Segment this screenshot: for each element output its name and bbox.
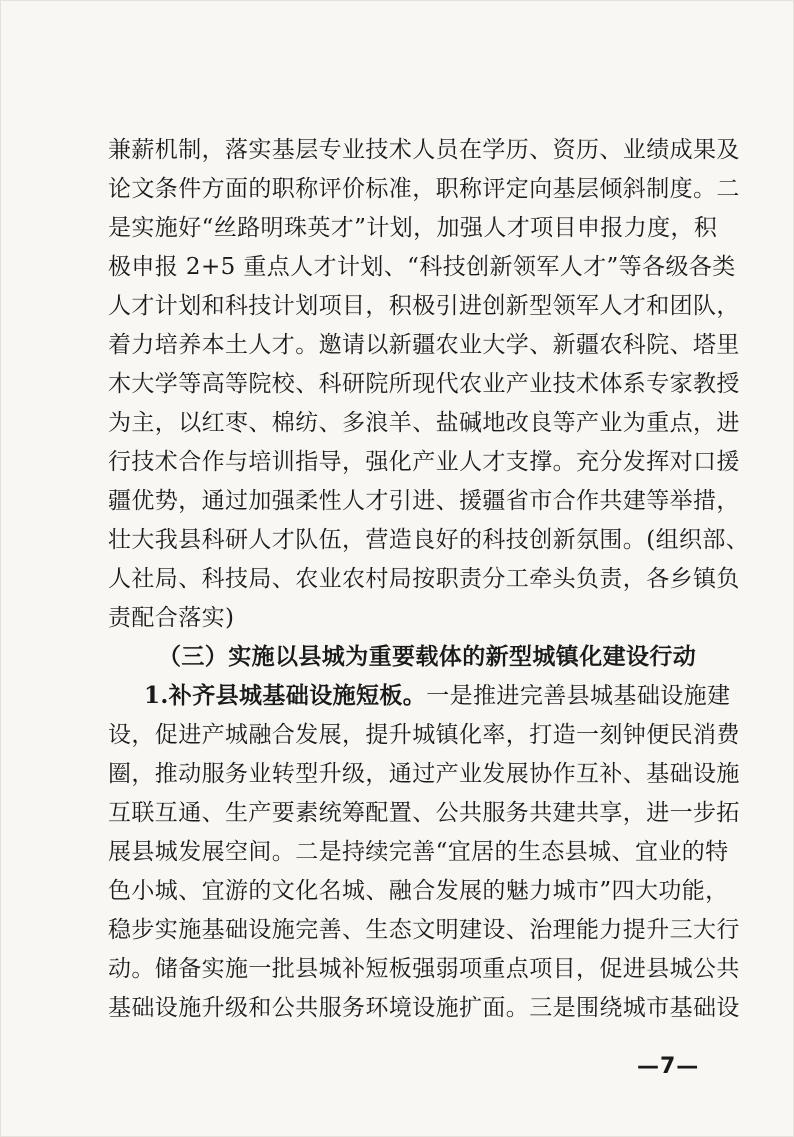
page-number: —7— <box>637 1054 700 1079</box>
paragraph-line: 动。储备实施一批县城补短板强弱项重点项目，促进县城公共 <box>108 956 740 982</box>
paragraph-line: 是实施好“丝路明珠英才”计划，加强人才项目申报力度，积 <box>108 215 718 241</box>
paragraph-line: 基础设施升级和公共服务环境设施扩面。三是围绕城市基础设 <box>108 995 740 1021</box>
paragraph-line: 木大学等高等院校、科研院所现代农业产业技术体系专家教授 <box>108 371 740 397</box>
paragraph-first-line <box>144 682 731 709</box>
paragraph-first-line-text: 一是推进完善县城基础设施建 <box>426 683 731 709</box>
paragraph-line: 圈，推动服务业转型升级，通过产业发展协作互补、基础设施 <box>108 761 740 787</box>
subheading: 1.补齐县城基础设施短板。 <box>144 682 427 709</box>
paragraph-line: 展县城发展空间。二是持续完善“宜居的生态县城、宜业的特 <box>108 839 729 865</box>
paragraph-line: 兼薪机制，落实基层专业技术人员在学历、资历、业绩成果及 <box>108 137 740 163</box>
paragraph-line: 色小城、宜游的文化名城、融合发展的魅力城市”四大功能， <box>108 878 729 904</box>
paragraph-line: 为主，以红枣、棉纺、多浪羊、盐碱地改良等产业为重点，进 <box>108 410 740 436</box>
paragraph-line: 极申报 2+5 重点人才计划、“科技创新领军人才”等各级各类 <box>108 254 736 280</box>
paragraph-line: 壮大我县科研人才队伍，营造良好的科技创新氛围。(组织部、 <box>108 527 750 553</box>
paragraph-line: 稳步实施基础设施完善、生态文明建设、治理能力提升三大行 <box>108 917 740 943</box>
paragraph-line: 设，促进产城融合发展，提升城镇化率，打造一刻钟便民消费 <box>108 722 740 748</box>
paragraph-line: 人社局、科技局、农业农村局按职责分工牵头负责，各乡镇负 <box>108 566 740 592</box>
paragraph-line: 行技术合作与培训指导，强化产业人才支撑。充分发挥对口援 <box>108 449 740 475</box>
paragraph-line: 互联互通、生产要素统筹配置、公共服务共建共享，进一步拓 <box>108 800 740 826</box>
paragraph-line: 论文条件方面的职称评价标准，职称评定向基层倾斜制度。二 <box>108 176 740 202</box>
paragraph-line: 人才计划和科技计划项目，积极引进创新型领军人才和团队， <box>108 293 740 319</box>
paragraph-line: 疆优势，通过加强柔性人才引进、援疆省市合作共建等举措， <box>108 488 740 514</box>
paragraph-line: 着力培养本土人才。邀请以新疆农业大学、新疆农科院、塔里 <box>108 332 740 358</box>
paragraph-line: 责配合落实) <box>108 605 235 631</box>
section-heading: （三）实施以县城为重要载体的新型城镇化建设行动 <box>158 643 697 670</box>
